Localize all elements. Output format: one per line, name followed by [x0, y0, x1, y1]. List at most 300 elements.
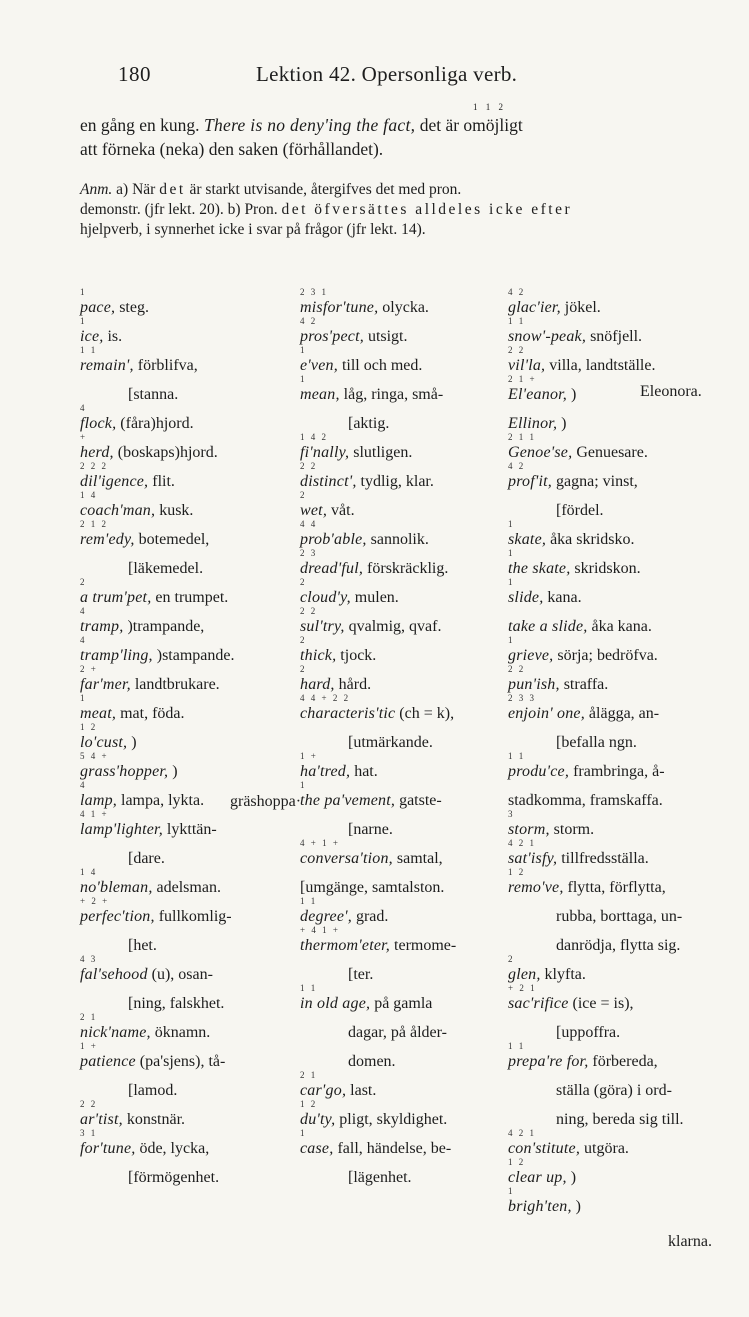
remark-spaced: det öfversättes alldeles icke efter	[281, 201, 573, 218]
entry-line	[508, 675, 743, 694]
pronunciation-marks	[508, 723, 743, 733]
swedish-gloss: lykttän-	[166, 821, 217, 838]
vocab-entry	[80, 955, 290, 984]
swedish-gloss: åka skridsko.	[550, 531, 635, 548]
swedish-gloss: tillfredsställa.	[561, 850, 649, 867]
swedish-gloss: utsigt.	[367, 328, 408, 345]
english-word: prepa're for,	[508, 1053, 589, 1070]
swedish-gloss: (boskaps)hjord.	[117, 444, 218, 461]
entry-line	[80, 965, 290, 984]
pronunciation-marks: 1 4	[80, 867, 98, 877]
english-word: herd,	[80, 444, 114, 461]
pronunciation-marks: 2 2	[300, 606, 318, 616]
gloss-continuation: danrödja, flytta sig.	[556, 937, 681, 954]
gloss-continuation: ning, bereda sig till.	[556, 1111, 684, 1128]
pronunciation-marks: 1 2	[508, 1157, 526, 1167]
entry-line	[300, 472, 508, 491]
pronunciation-marks: + 2 1	[508, 983, 537, 993]
swedish-gloss: öknamn.	[154, 1024, 211, 1041]
swedish-gloss: )stampande.	[156, 647, 235, 664]
vocab-entry	[300, 491, 508, 520]
vocab-entry	[508, 1129, 743, 1158]
english-word: rem'edy,	[80, 531, 135, 548]
pronunciation-marks: 1	[300, 1128, 307, 1138]
entry-line	[508, 530, 743, 549]
vocab-entry	[80, 1100, 290, 1129]
pronunciation-marks: 4 + 1 +	[300, 838, 340, 848]
vocab-entry	[508, 694, 743, 723]
swedish-gloss: gagna; vinst,	[556, 473, 638, 490]
pronunciation-marks: 1 1	[80, 345, 98, 355]
english-word: no'bleman,	[80, 879, 153, 896]
english-word: slide,	[508, 589, 544, 606]
pronunciation-marks: 2 1 1	[508, 432, 536, 442]
entry-line	[300, 646, 508, 665]
pronunciation-marks: 2	[300, 635, 307, 645]
vocab-entry	[300, 1100, 508, 1129]
swedish-gloss: )	[570, 1169, 577, 1186]
vocab-entry	[508, 897, 743, 926]
pronunciation-marks: 2 +	[80, 664, 98, 674]
entry-line	[300, 1110, 508, 1129]
swedish-gloss: gatste-	[399, 792, 442, 809]
swedish-gloss: )trampande,	[127, 618, 205, 635]
pronunciation-marks: 1 +	[300, 751, 318, 761]
entry-line	[80, 414, 290, 433]
swedish-gloss: landtbrukare.	[134, 676, 220, 693]
swedish-gloss: steg.	[119, 299, 149, 316]
pronunciation-marks: 1	[80, 287, 87, 297]
remark-spaced: det	[159, 181, 186, 198]
entry-line	[300, 675, 508, 694]
vocab-entry	[508, 317, 743, 346]
gloss-continuation: [het.	[128, 937, 157, 954]
english-word: sac'rifice	[508, 995, 569, 1012]
pronunciation-marks: 2	[300, 577, 307, 587]
swedish-gloss: våt.	[331, 502, 355, 519]
vocab-entry	[508, 810, 743, 839]
vocab-entry	[508, 781, 743, 810]
stress-marks: 1 1 2	[473, 102, 506, 112]
pronunciation-marks: 4 4 + 2 2	[300, 693, 351, 703]
entry-line	[300, 617, 508, 636]
entry-line	[300, 501, 508, 520]
english-word: lamp,	[80, 792, 117, 809]
pronunciation-marks	[508, 1100, 743, 1110]
swedish-gloss: storm.	[553, 821, 595, 838]
remark-text: är starkt utvisande, återgifves det med pron.	[189, 181, 462, 198]
pronunciation-marks	[80, 839, 290, 849]
swedish-gloss: )	[571, 386, 577, 403]
pronunciation-marks	[300, 810, 508, 820]
vocab-entry	[508, 868, 743, 897]
vocab-entry	[300, 549, 508, 578]
entry-line	[300, 356, 508, 375]
gloss-continuation: [narne.	[348, 821, 393, 838]
vocab-entry	[300, 868, 508, 897]
eleonora-gloss: Eleonora.	[640, 383, 702, 400]
pronunciation-marks: 1 1	[300, 983, 318, 993]
pronunciation-marks	[508, 926, 743, 936]
swedish-gloss: en trumpet.	[155, 589, 229, 606]
vocab-entry	[80, 317, 290, 346]
entry-line	[80, 820, 290, 839]
vocab-entry	[300, 839, 508, 868]
pronunciation-marks: + 2 +	[80, 896, 110, 906]
entry-line	[508, 559, 743, 578]
english-word: ar'tist,	[80, 1111, 123, 1128]
pronunciation-marks	[300, 868, 508, 878]
remark-text: demonstr. (jfr lekt. 20). b) Pron.	[80, 201, 278, 218]
english-word: du'ty,	[300, 1111, 336, 1128]
entry-line	[508, 994, 743, 1013]
vocab-entry	[80, 607, 290, 636]
gloss-continuation: [lamod.	[128, 1082, 178, 1099]
vocab-entry	[300, 636, 508, 665]
entry-line	[508, 414, 743, 433]
pronunciation-marks: 4 3	[80, 954, 98, 964]
vocab-entry	[300, 462, 508, 491]
swedish-gloss: last.	[350, 1082, 377, 1099]
vocab-entry	[80, 1129, 290, 1158]
english-word: remain',	[80, 357, 134, 374]
entry-line	[508, 385, 743, 404]
vocab-column-3	[508, 288, 743, 1216]
swedish-gloss: [umgänge, samtalston.	[300, 879, 445, 896]
english-word: prob'able,	[300, 531, 367, 548]
vocab-entry	[508, 1071, 743, 1100]
vocab-entry	[508, 462, 743, 491]
english-word: pros'pect,	[300, 328, 364, 345]
entry-line	[80, 704, 290, 723]
swedish-gloss: (ch = k),	[399, 705, 455, 722]
pronunciation-marks: 1	[508, 635, 515, 645]
entry-line	[508, 588, 743, 607]
remark-line-3: hjelpverb, i synnerhet icke i svar på frågor (jfr lekt. 14).	[80, 221, 426, 238]
english-word: sat'isfy,	[508, 850, 558, 867]
vocab-entry	[80, 752, 290, 781]
page-header	[0, 62, 749, 92]
vocab-entry	[300, 578, 508, 607]
swedish-gloss: låg, ringa, små-	[343, 386, 444, 403]
english-word: coach'man,	[80, 502, 156, 519]
pronunciation-marks: 1	[508, 577, 515, 587]
english-word: lo'cust,	[80, 734, 128, 751]
entry-line	[508, 704, 743, 723]
swedish-gloss: flytta, förflytta,	[567, 879, 666, 896]
english-word: tramp,	[80, 618, 124, 635]
vocab-entry	[508, 665, 743, 694]
gloss-continuation: rubba, borttaga, un-	[556, 908, 683, 925]
swedish-gloss: hård.	[338, 676, 372, 693]
vocab-entry	[80, 520, 290, 549]
swedish-gloss: straffa.	[563, 676, 609, 693]
english-word: Genoe'se,	[508, 444, 573, 461]
running-title: Lektion 42. Opersonliga verb.	[256, 62, 518, 86]
english-word: ha'tred,	[300, 763, 351, 780]
intro-example: There is no deny'ing the fact,	[203, 115, 416, 135]
gloss-continuation: [befalla ngn.	[556, 734, 637, 751]
swedish-gloss: (ice = is),	[572, 995, 634, 1012]
remark-line-1	[80, 180, 749, 200]
gloss-continuation: [läkemedel.	[128, 560, 204, 577]
english-word: flock,	[80, 415, 117, 432]
swedish-gloss: jökel.	[564, 299, 601, 316]
swedish-gloss: öde, lycka,	[139, 1140, 210, 1157]
vocab-entry	[508, 1158, 743, 1187]
swedish-gloss: olycka.	[382, 299, 429, 316]
pronunciation-marks: 1 4	[80, 490, 98, 500]
vocab-entry	[300, 1071, 508, 1100]
swedish-gloss: )	[575, 1198, 581, 1215]
swedish-gloss: stadkomma, framskaffa.	[508, 792, 663, 809]
swedish-gloss: förblifva,	[137, 357, 198, 374]
english-word: perfec'tion,	[80, 908, 155, 925]
swedish-gloss: )	[131, 734, 137, 751]
pronunciation-marks: 1 +	[80, 1041, 98, 1051]
pronunciation-marks: 2	[80, 577, 87, 587]
pronunciation-marks: 2 2 2	[80, 461, 108, 471]
vocab-entry	[300, 810, 508, 839]
swedish-gloss: snöfjell.	[590, 328, 643, 345]
pronunciation-marks: 4 2	[508, 287, 526, 297]
entry-line	[300, 559, 508, 578]
swedish-gloss: sannolik.	[370, 531, 429, 548]
entry-line	[80, 443, 290, 462]
swedish-gloss: is.	[107, 328, 123, 345]
gloss-continuation: dagar, på ålder-	[348, 1024, 447, 1041]
entry-line	[300, 327, 508, 346]
pronunciation-marks: 5 4 +	[80, 751, 109, 761]
english-word: enjoin' one,	[508, 705, 585, 722]
english-word: ice,	[80, 328, 104, 345]
pronunciation-marks	[80, 984, 290, 994]
vocab-entry	[300, 520, 508, 549]
pronunciation-marks	[300, 723, 508, 733]
swedish-gloss: flit.	[152, 473, 175, 490]
english-word: vil'la,	[508, 357, 546, 374]
entry-line	[300, 907, 508, 926]
entry-line	[300, 298, 508, 317]
english-word: distinct',	[300, 473, 357, 490]
pronunciation-marks: 2 1	[80, 1012, 98, 1022]
pronunciation-marks: 1	[508, 548, 515, 558]
vocab-entry	[508, 926, 743, 955]
pronunciation-marks	[80, 1158, 290, 1168]
english-word: produ'ce,	[508, 763, 570, 780]
entry-line	[80, 617, 290, 636]
entry-line	[300, 849, 508, 868]
swedish-gloss: utgöra.	[584, 1140, 629, 1157]
swedish-gloss: kusk.	[159, 502, 194, 519]
pronunciation-marks: 2 2	[300, 461, 318, 471]
english-word: grieve,	[508, 647, 554, 664]
pronunciation-marks	[80, 1071, 290, 1081]
entry-line	[80, 327, 290, 346]
remark-text: a) När	[116, 181, 156, 198]
entry-line	[508, 617, 743, 636]
swedish-gloss: (u), osan-	[151, 966, 213, 983]
english-word: skate,	[508, 531, 547, 548]
entry-line	[80, 1052, 290, 1071]
english-word: car'go,	[300, 1082, 347, 1099]
swedish-gloss: adelsman.	[156, 879, 221, 896]
pronunciation-marks: 2 3	[300, 548, 318, 558]
pronunciation-marks	[508, 491, 743, 501]
vocab-entry	[508, 404, 743, 433]
vocab-entry	[300, 752, 508, 781]
pronunciation-marks	[508, 781, 743, 791]
vocab-entry	[300, 433, 508, 462]
pronunciation-marks: 2	[508, 954, 515, 964]
pronunciation-marks: 2 3 1	[300, 287, 328, 297]
pronunciation-marks: 1 1	[508, 1041, 526, 1051]
swedish-gloss: förbereda,	[592, 1053, 658, 1070]
vocab-entry	[508, 607, 743, 636]
pronunciation-marks	[300, 1013, 508, 1023]
english-word: glac'ier,	[508, 299, 561, 316]
english-word: take a slide,	[508, 618, 588, 635]
entry-line	[508, 820, 743, 839]
entry-line	[80, 472, 290, 491]
pronunciation-marks: 2 1 +	[508, 374, 537, 384]
pronunciation-marks	[508, 1013, 743, 1023]
vocab-entry	[300, 404, 508, 433]
english-word: lamp'lighter,	[80, 821, 163, 838]
remark-note	[80, 180, 749, 240]
pronunciation-marks: 1 2	[300, 1099, 318, 1109]
vocab-entry	[300, 317, 508, 346]
vocab-entry	[508, 433, 743, 462]
pronunciation-marks: 4 2 1	[508, 1128, 536, 1138]
pronunciation-marks: 4 1 +	[80, 809, 109, 819]
swedish-gloss: grad.	[355, 908, 389, 925]
pronunciation-marks: 2 2	[80, 1099, 98, 1109]
klarna-gloss: klarna.	[668, 1233, 712, 1250]
entry-line	[300, 878, 508, 897]
pronunciation-marks: 3	[508, 809, 515, 819]
pronunciation-marks	[300, 955, 508, 965]
vocab-entry	[80, 578, 290, 607]
entry-line	[508, 1197, 743, 1216]
pronunciation-marks: 1 1	[508, 316, 526, 326]
vocab-entry	[508, 549, 743, 578]
vocab-entry	[508, 636, 743, 665]
vocab-entry	[300, 375, 508, 404]
gloss-continuation: [dare.	[128, 850, 165, 867]
vocab-entry	[80, 1071, 290, 1100]
pronunciation-marks: 2 2	[508, 345, 526, 355]
vocab-entry	[80, 665, 290, 694]
remark-line-2	[80, 200, 749, 220]
english-word: tramp'ling,	[80, 647, 153, 664]
entry-line	[508, 298, 743, 317]
pronunciation-marks: 1	[80, 693, 87, 703]
gloss-continuation: [ning, falskhet.	[128, 995, 225, 1012]
vocab-entry	[300, 897, 508, 926]
vocab-entry	[80, 1042, 290, 1071]
pronunciation-marks: 4 4	[300, 519, 318, 529]
vocab-entry	[508, 839, 743, 868]
entry-line	[508, 356, 743, 375]
vocab-entry	[80, 375, 290, 404]
gloss-continuation: [lägenhet.	[348, 1169, 412, 1186]
entry-line	[508, 965, 743, 984]
entry-line	[80, 762, 290, 781]
swedish-gloss: fall, händelse, be-	[337, 1140, 452, 1157]
pronunciation-marks: 1	[80, 316, 87, 326]
english-word: sul'try,	[300, 618, 345, 635]
gloss-continuation: [uppoffra.	[556, 1024, 621, 1041]
vocab-column-1	[80, 288, 290, 1187]
vocab-entry	[80, 1158, 290, 1187]
entry-line	[300, 530, 508, 549]
swedish-gloss: tjock.	[340, 647, 377, 664]
entry-line	[508, 878, 743, 897]
entry-line	[80, 298, 290, 317]
english-word: remo've,	[508, 879, 564, 896]
swedish-gloss: konstnär.	[126, 1111, 186, 1128]
gloss-continuation: domen.	[348, 1053, 396, 1070]
english-word: thermom'eter,	[300, 937, 391, 954]
swedish-gloss: pligt, skyldighet.	[339, 1111, 448, 1128]
english-word: e'ven,	[300, 357, 338, 374]
english-word: hard,	[300, 676, 335, 693]
pronunciation-marks	[80, 375, 290, 385]
gloss-continuation: [aktig.	[348, 415, 390, 432]
entry-line	[508, 443, 743, 462]
pronunciation-marks: 4	[80, 606, 87, 616]
vocab-entry	[80, 288, 290, 317]
entry-line	[300, 762, 508, 781]
pronunciation-marks: 1	[300, 780, 307, 790]
pronunciation-marks: 1	[508, 519, 515, 529]
entry-line	[80, 501, 290, 520]
english-word: fi'nally,	[300, 444, 350, 461]
pronunciation-marks: 1	[508, 1186, 515, 1196]
swedish-gloss: qvalmig, qvaf.	[348, 618, 442, 635]
vocab-entry	[300, 346, 508, 375]
entry-line	[80, 1023, 290, 1042]
swedish-gloss: tydlig, klar.	[360, 473, 434, 490]
entry-line	[508, 849, 743, 868]
pronunciation-marks: 2	[300, 664, 307, 674]
pronunciation-marks: 1 1	[300, 896, 318, 906]
gloss-continuation: [fördel.	[556, 502, 604, 519]
swedish-gloss: lampa, lykta.	[121, 792, 205, 809]
swedish-gloss: skridskon.	[574, 560, 641, 577]
english-word: prof'it,	[508, 473, 552, 490]
swedish-gloss: Genuesare.	[576, 444, 648, 461]
vocab-entry	[80, 636, 290, 665]
grasshopper-gloss: gräshoppa·	[230, 793, 302, 810]
english-word: meat,	[80, 705, 117, 722]
swedish-gloss: hat.	[354, 763, 378, 780]
intro-line-2: att förneka (neka) den saken (förhållandet).	[80, 139, 384, 159]
swedish-gloss: sörja; bedröfva.	[557, 647, 658, 664]
pronunciation-marks: 2 2	[508, 664, 526, 674]
english-word: degree',	[300, 908, 352, 925]
vocab-entry	[80, 926, 290, 955]
entry-line	[508, 1052, 743, 1071]
vocab-entry	[508, 984, 743, 1013]
vocab-entry	[300, 607, 508, 636]
swedish-gloss: till och med.	[341, 357, 423, 374]
english-word: glen,	[508, 966, 541, 983]
english-word: grass'hopper,	[80, 763, 169, 780]
pronunciation-marks	[300, 404, 508, 414]
pronunciation-marks: 4 2 1	[508, 838, 536, 848]
